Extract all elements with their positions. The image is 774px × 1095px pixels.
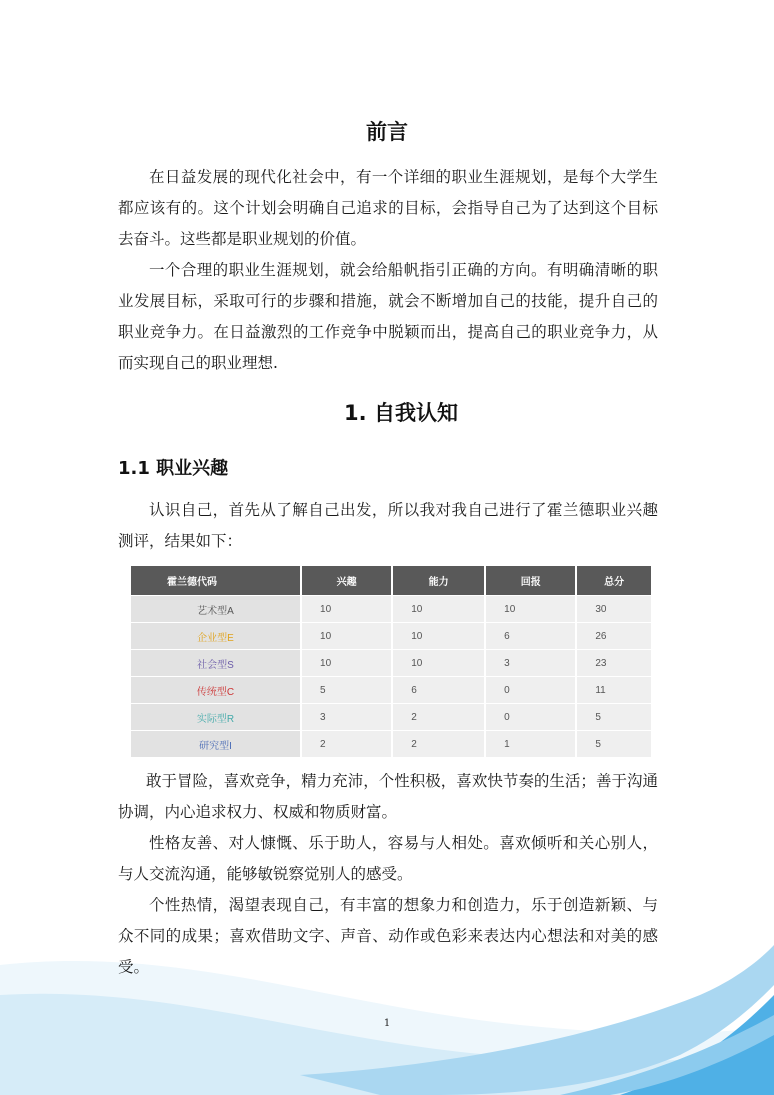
interest-score-cell: 2	[302, 731, 391, 757]
reward-score-cell: 0	[486, 677, 575, 703]
holland-type-cell: 实际型R	[131, 704, 300, 730]
table-row	[131, 677, 651, 703]
table-row	[131, 704, 651, 730]
interest-score-cell: 3	[302, 704, 391, 730]
assessment-intro-paragraph: 认识自己，首先从了解自己出发，所以我对我自己进行了霍兰德职业兴趣测评，结果如下：	[118, 501, 658, 550]
holland-type-cell: 社会型S	[131, 650, 300, 676]
trait-paragraph-enterprising: 敢于冒险，喜欢竞争，精力充沛，个性积极，喜欢快节奏的生活；善于沟通协调，内心追求权力、权威和物质财富。	[118, 772, 658, 821]
reward-score-cell: 3	[486, 650, 575, 676]
holland-code-table	[129, 565, 653, 758]
table-row	[131, 596, 651, 622]
interest-score-cell: 5	[302, 677, 391, 703]
interest-score-cell: 10	[302, 596, 391, 622]
reward-score-cell: 6	[486, 623, 575, 649]
subsection-heading-career-interest: 1.1 职业兴趣	[118, 458, 229, 479]
ability-score-cell: 2	[393, 731, 484, 757]
total-score-cell: 5	[577, 704, 651, 730]
ability-score-cell: 10	[393, 650, 484, 676]
ability-score-cell: 2	[393, 704, 484, 730]
total-score-cell: 11	[577, 677, 651, 703]
total-score-cell: 30	[577, 596, 651, 622]
total-score-cell: 5	[577, 731, 651, 757]
table-row	[131, 623, 651, 649]
interest-score-cell: 10	[302, 623, 391, 649]
reward-score-cell: 1	[486, 731, 575, 757]
ability-score-cell: 10	[393, 623, 484, 649]
holland-type-cell: 艺术型A	[131, 596, 300, 622]
page-number: 1	[383, 1018, 391, 1029]
ability-score-cell: 10	[393, 596, 484, 622]
section-heading-self-awareness: 1. 自我认知	[344, 401, 458, 425]
preface-paragraph-2: 一个合理的职业生涯规划，就会给船帆指引正确的方向。有明确清晰的职业发展目标，采取可行的步骤和措施，就会不断增加自己的技能，提升自己的职业竞争力。在日益激烈的工作竞争中脱颖而出，提高自己的职业竞争力，从而实现自己的职业理想.	[118, 261, 658, 372]
preface-paragraph-1: 在日益发展的现代化社会中，有一个详细的职业生涯规划，是每个大学生都应该有的。这个计划会明确自己追求的目标，会指导自己为了达到这个目标去奋斗。这些都是职业规划的价值。	[118, 168, 658, 248]
preface-heading: 前言	[366, 120, 408, 144]
header-holland-code: 霍兰德代码	[131, 566, 300, 595]
reward-score-cell: 10	[486, 596, 575, 622]
header-reward: 回报	[486, 566, 575, 595]
interest-score-cell: 10	[302, 650, 391, 676]
header-ability: 能力	[393, 566, 484, 595]
table-row	[131, 650, 651, 676]
trait-paragraph-artistic: 个性热情，渴望表现自己，有丰富的想象力和创造力，乐于创造新颖、与众不同的成果；喜欢借助文字、声音、动作或色彩来表达内心想法和对美的感受。	[118, 896, 658, 976]
reward-score-cell: 0	[486, 704, 575, 730]
total-score-cell: 23	[577, 650, 651, 676]
header-total: 总分	[577, 566, 651, 595]
trait-paragraph-social: 性格友善、对人慷慨、乐于助人，容易与人相处。喜欢倾听和关心别人，与人交流沟通，能够敏锐察觉别人的感受。	[118, 834, 658, 883]
table-header-row	[131, 566, 651, 595]
holland-type-cell: 研究型I	[131, 731, 300, 757]
table-row	[131, 731, 651, 757]
total-score-cell: 26	[577, 623, 651, 649]
holland-type-cell: 传统型C	[131, 677, 300, 703]
holland-type-cell: 企业型E	[131, 623, 300, 649]
ability-score-cell: 6	[393, 677, 484, 703]
header-interest: 兴趣	[302, 566, 391, 595]
